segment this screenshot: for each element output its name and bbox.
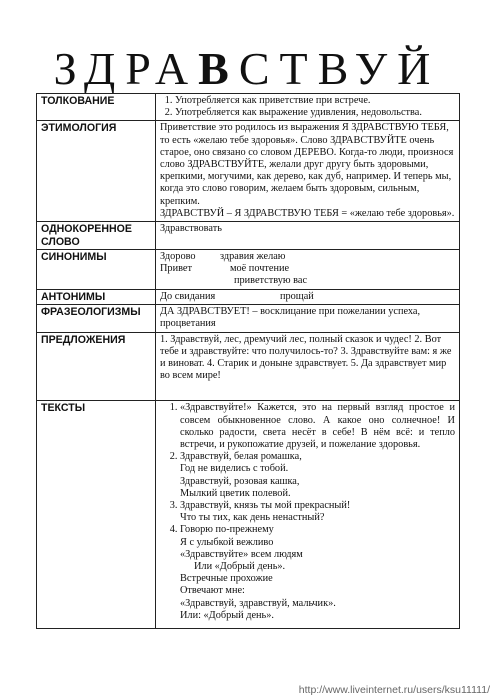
tolkovanie-item-1: 1. Употребляется как приветствие при встрече. [175, 95, 455, 107]
content-antonimy [156, 289, 460, 305]
synonym-3b: приветствую вас [234, 275, 308, 287]
title-part-2: СТВУЙ [238, 43, 441, 94]
content-teksty [156, 401, 460, 629]
source-url-watermark: http://www.liveinternet.ru/users/ksu11111/ [298, 684, 490, 696]
synonym-1a: Здорово [160, 251, 196, 263]
content-tolkovanie [156, 94, 460, 121]
poem4-line-5: Встречные прохожие [180, 573, 273, 585]
row-predlozhenia [37, 332, 460, 401]
term-sinonimy: СИНОНИМЫ [37, 250, 156, 290]
page-title [0, 44, 494, 94]
poem4-line-6: Отвечают мне: [180, 585, 245, 597]
poem2-line-2: Год не виделись с тобой. [180, 463, 289, 475]
poem4-line-4: Или «Добрый день». [194, 561, 286, 572]
text-item-3 [180, 500, 455, 524]
synonym-line-2 [160, 263, 455, 275]
synonym-line-3 [160, 275, 455, 287]
poem3-line-1: 3. Здравствуй, князь ты мой прекрасный! [180, 499, 351, 511]
synonym-2b: моё почтение [230, 263, 290, 275]
row-frazeologizmy [37, 305, 460, 332]
poem2-line-4: Мылкий цветик полевой. [180, 487, 291, 499]
row-etimologia [37, 121, 460, 222]
content-predlozhenia: 1. Здравствуй, лес, дремучий лес, полный сказок и чудес! 2. Вот тебе и здравствуйте: что получилось-то? 3. Здравствуйте вам: я же и виноват. 4. Старик и доныне здравствует. 5. Да здравствует мир во всем мире! [156, 332, 460, 401]
content-sinonimy [156, 250, 460, 290]
synonym-1b: здравия желаю [220, 251, 286, 263]
poem4-line-8: Или: «Добрый день». [180, 609, 274, 621]
synonym-line-1 [160, 251, 455, 263]
term-etimologia: ЭТИМОЛОГИЯ [37, 121, 156, 222]
row-tolkovanie [37, 94, 460, 121]
row-teksty [37, 401, 460, 629]
etimologia-text-2: ЗДРАВСТВУЙ – Я ЗДРАВСТВУЮ ТЕБЯ = «желаю тебе здоровья». [160, 207, 455, 219]
content-etimologia [156, 121, 460, 222]
text-item-4 [180, 524, 455, 622]
poem4-line-1: 4. Говорю по-прежнему [180, 524, 274, 536]
antonym-b: прощай [280, 290, 314, 302]
tolkovanie-item-2: 2. Употребляется как выражение удивления, недовольства. [175, 107, 455, 119]
antonym-a: До свидания [160, 290, 216, 302]
poem4-line-7: «Здравствуй, здравствуй, мальчик». [180, 597, 336, 609]
term-teksty: ТЕКСТЫ [37, 401, 156, 629]
poem3-line-2: Что ты тих, как день ненастный? [180, 512, 325, 524]
row-antonimy [37, 289, 460, 305]
term-antonimy: АНТОНИМЫ [37, 289, 156, 305]
content-frazeologizmy: ДА ЗДРАВСТВУЕТ! – восклицание при пожелании успеха, процветания [156, 305, 460, 332]
term-predlozhenia: ПРЕДЛОЖЕНИЯ [37, 332, 156, 401]
poem2-line-3: Здравствуй, розовая кашка, [180, 475, 300, 487]
content-odnokorennoe: Здравствовать [156, 222, 460, 250]
row-sinonimy [37, 250, 460, 290]
synonym-2a: Привет [160, 263, 192, 275]
text-item-1: 1. «Здравствуйте!» Кажется, это на первый взгляд простое и совсем обыкновенное слово. А какое оно солнечное! И сколько радости, света несёт в себе! В нём всё: и тепло встречи, и рукопожатие друзей, и пожелание здоровья. [180, 402, 455, 451]
etimologia-text-1: Приветствие это родилось из выражения Я ЗДРАВСТВУЮ ТЕБЯ, то есть «желаю тебе здоровья». Слово ЗДРАВСТВУЙТЕ очень старое, оно связано со словом ДЕРЕВО. Когда-то люди, произнося слово ЗДРАВСТВУЙТЕ, желали друг другу быть здоровыми, крепкими, могучими, как дерево, как дуб, например. И теперь мы, когда это слово говорим, желаем быть здоровым, сильным, крепким. [160, 122, 454, 207]
title-part-1: ЗДРА [53, 43, 199, 94]
term-odnokorennoe: ОДНОКОРЕННОЕ СЛОВО [37, 222, 156, 250]
text-item-2 [180, 451, 455, 500]
title-bold-letter: В [198, 43, 239, 94]
term-frazeologizmy: ФРАЗЕОЛОГИЗМЫ [37, 305, 156, 332]
term-tolkovanie: ТОЛКОВАНИЕ [37, 94, 156, 121]
word-study-table [36, 93, 460, 629]
poem4-line-2: Я с улыбкой вежливо [180, 536, 274, 548]
poem4-line-3: «Здравствуйте» всем людям [180, 548, 303, 560]
row-odnokorennoe [37, 222, 460, 250]
poem2-line-1: 2. Здравствуй, белая ромашка, [180, 451, 302, 463]
